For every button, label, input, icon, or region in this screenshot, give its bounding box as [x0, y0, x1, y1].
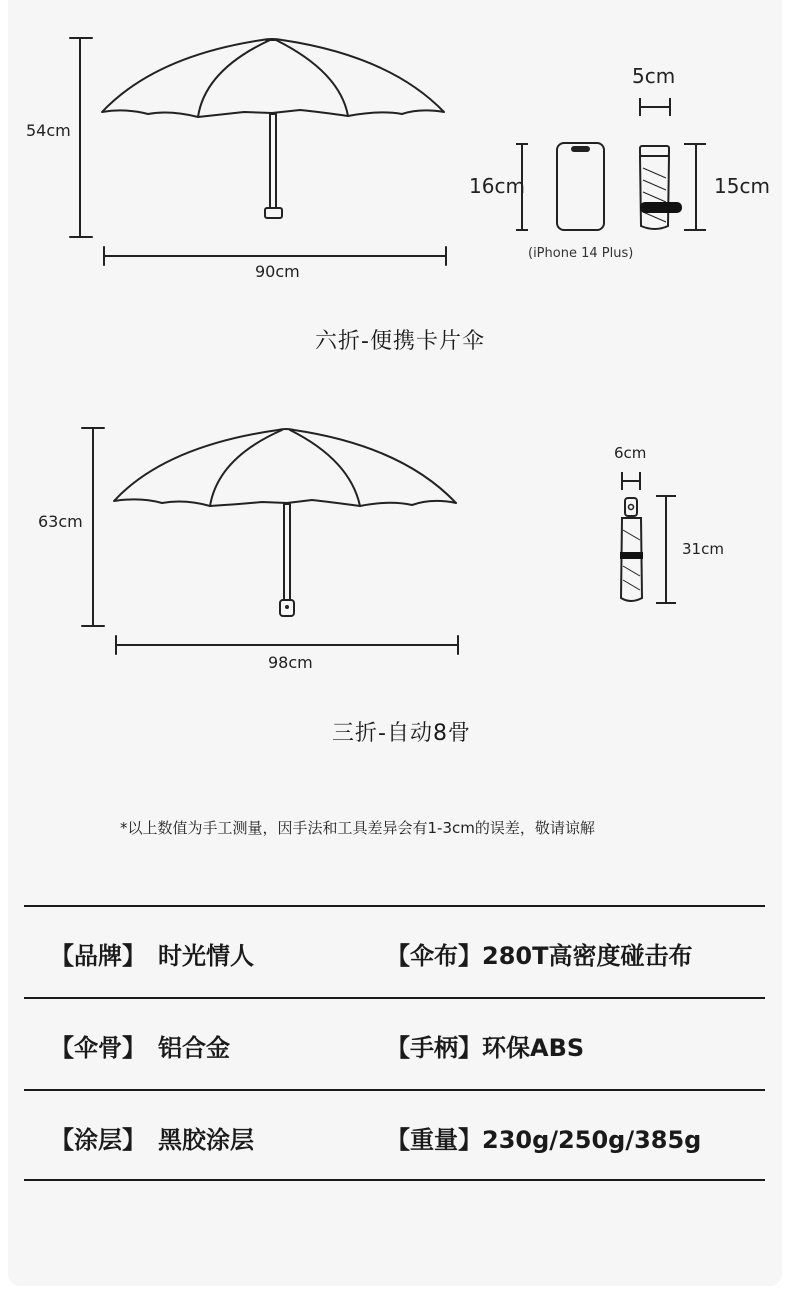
folded-width-label: 5cm — [632, 64, 676, 88]
spec-handle — [386, 1028, 584, 1063]
spec-divider-2 — [24, 997, 765, 999]
spec-coating — [50, 1120, 254, 1155]
folded3-height-label: 31cm — [682, 540, 724, 558]
folded3-strap — [620, 552, 643, 559]
spec-divider-3 — [24, 1089, 765, 1091]
folded3-width-label: 6cm — [614, 444, 647, 462]
spec-value: 黑胶涂层 — [158, 1126, 254, 1154]
folded3-button — [629, 505, 634, 510]
folded3-handle — [625, 498, 637, 516]
three-fold-shaft — [284, 504, 290, 600]
three-fold-handle-button — [285, 605, 289, 609]
spec-value: 280T高密度碰击布 — [482, 942, 693, 970]
folded-stripes — [643, 168, 666, 222]
six-fold-shaft — [270, 114, 276, 208]
three-fold-canopy — [114, 429, 456, 506]
spec-divider-4 — [24, 1179, 765, 1181]
three-fold-height-label: 63cm — [38, 512, 83, 531]
phone-caption: (iPhone 14 Plus) — [528, 246, 634, 261]
spec-value: 时光情人 — [158, 942, 254, 970]
three-fold-title: 三折-自动8骨 — [332, 721, 471, 746]
six-fold-canopy — [102, 39, 444, 117]
spec-key: 【手柄】 — [386, 1034, 482, 1062]
spec-key: 【伞骨】 — [50, 1034, 146, 1062]
spec-key: 【品牌】 — [50, 942, 146, 970]
six-fold-height-label: 54cm — [26, 121, 71, 140]
folded-height-label: 15cm — [714, 174, 770, 198]
phone-notch — [571, 146, 590, 152]
spec-frame — [50, 1028, 230, 1063]
spec-divider-1 — [24, 905, 765, 907]
spec-weight — [386, 1120, 701, 1155]
six-fold-title: 六折-便携卡片伞 — [315, 329, 485, 354]
spec-key: 【伞布】 — [386, 942, 482, 970]
spec-key: 【重量】 — [386, 1126, 482, 1154]
folded3-stripes — [623, 530, 640, 590]
spec-value: 铝合金 — [158, 1034, 230, 1062]
six-fold-handle — [265, 208, 282, 218]
spec-value: 230g/250g/385g — [482, 1126, 702, 1154]
folded-cap — [640, 146, 669, 156]
folded-strap — [640, 202, 682, 213]
six-fold-width-label: 90cm — [255, 262, 300, 281]
phone-height-label: 16cm — [469, 174, 525, 198]
spec-fabric — [386, 936, 692, 971]
phone-outline — [557, 143, 604, 230]
spec-value: 环保ABS — [482, 1034, 585, 1062]
measurement-note: *以上数值为手工测量，因手法和工具差异会有1-3cm的误差，敬请谅解 — [120, 819, 595, 837]
spec-brand — [50, 936, 254, 971]
three-fold-width-label: 98cm — [268, 653, 313, 672]
spec-key: 【涂层】 — [50, 1126, 146, 1154]
